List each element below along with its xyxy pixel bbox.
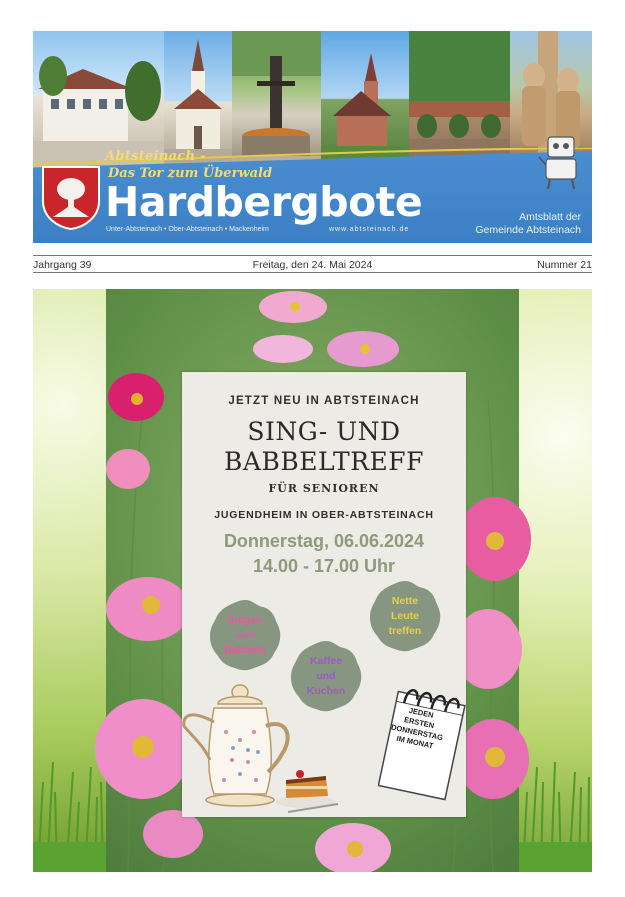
amtsblatt-line2: Gemeinde Abtsteinach [475, 224, 581, 236]
badge-nette-leute [368, 579, 442, 653]
issue-info-bar [33, 255, 592, 273]
cake-icon [276, 770, 336, 808]
teapot-icon [178, 682, 348, 817]
poster-date: Donnerstag, 06.06.2024 [223, 531, 425, 551]
volume-label: Jahrgang 39 [33, 259, 92, 271]
poster-venue: JUGENDHEIM IN OBER-ABTSTEINACH [214, 509, 434, 521]
newspaper-title: Hardbergbote [105, 178, 423, 226]
badge-singen [208, 598, 282, 672]
poster-headline-line1: SING- UND [247, 417, 401, 446]
robot-mascot-icon [538, 131, 584, 191]
badge-nette-leute-text: Nette Leute treffen [388, 594, 422, 637]
badge-kaffee-text: Kaffee und Kuchen [306, 654, 346, 697]
slogan-line2: Das Tor zum Überwald [108, 166, 273, 181]
amtsblatt-line1: Amtsblatt der [519, 211, 581, 223]
amtsblatt-label [475, 211, 581, 237]
poster-subline: FÜR SENIOREN [268, 482, 380, 495]
slogan-line1: Abtsteinach - [105, 149, 206, 164]
coat-of-arms-icon [41, 165, 101, 231]
website-url[interactable]: www.abtsteinach.de [329, 226, 410, 233]
issue-date: Freitag, den 24. Mai 2024 [252, 259, 373, 271]
pink-flower [259, 291, 327, 323]
poster-time: 14.00 - 17.00 Uhr [252, 556, 396, 576]
poster-headline [182, 417, 466, 477]
masthead [33, 31, 592, 243]
calendar-text: JEDEN ERSTEN DONNERSTAG IM MONAT [390, 705, 444, 751]
issue-number: Nummer 21 [537, 259, 592, 271]
poster-kicker: JETZT NEU IN ABTSTEINACH [228, 395, 420, 407]
poster-headline-line2: BABBELTREFF [224, 447, 424, 476]
badge-singen-text: Singen und Babbeln [224, 613, 266, 656]
cover-image [33, 289, 592, 872]
event-poster [182, 372, 466, 817]
districts-line: Unter-Abtsteinach • Ober-Abtsteinach • Mackenheim [106, 226, 269, 233]
